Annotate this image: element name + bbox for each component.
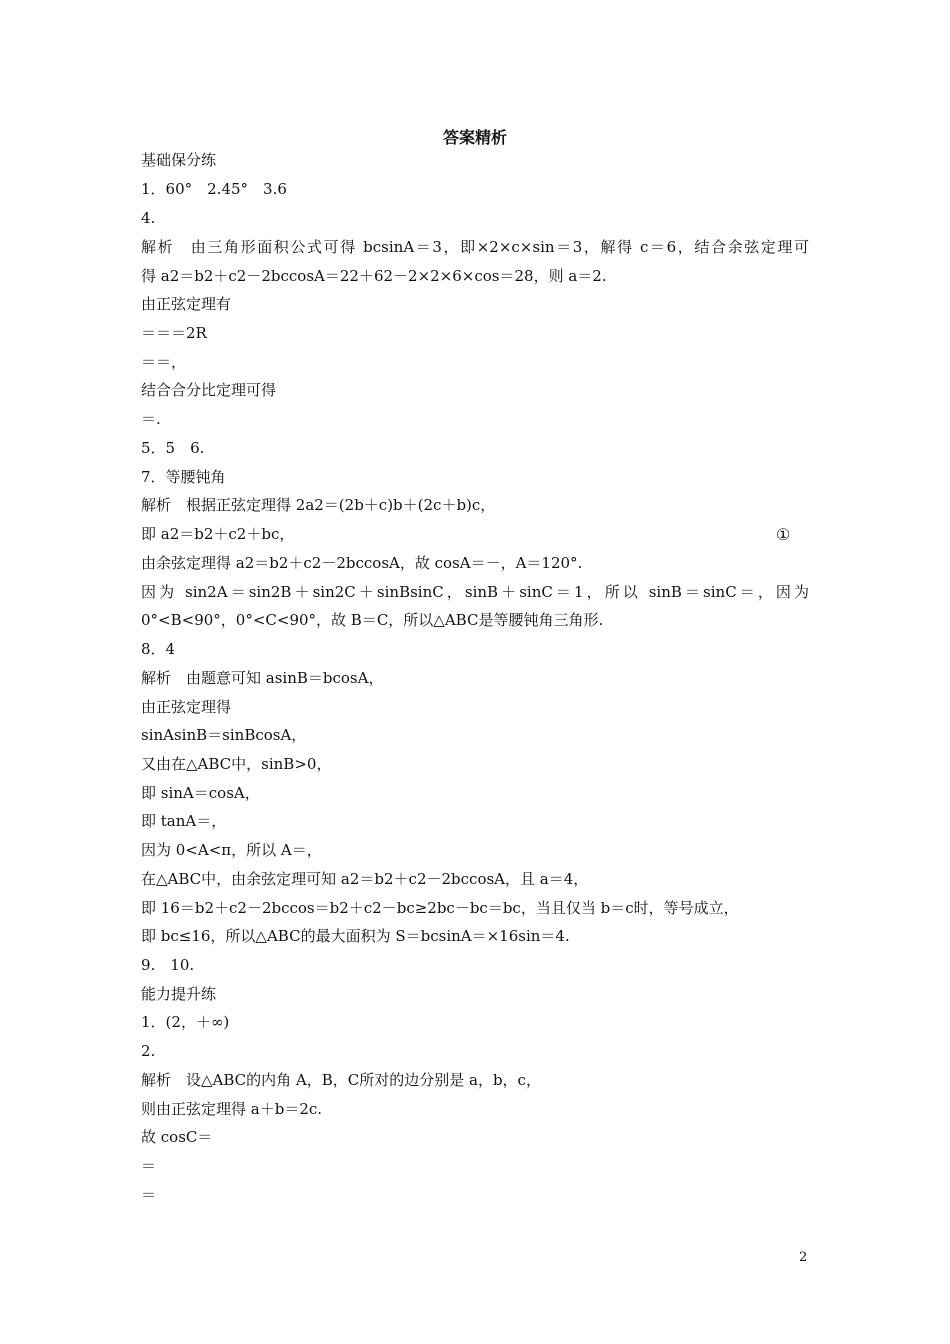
solution-line: ＝: [141, 1186, 157, 1204]
solution-line: ＝.: [141, 410, 161, 428]
solution-line: 因为 0<A<π，所以 A＝，: [141, 841, 322, 859]
section-heading-advanced: 能力提升练: [141, 985, 217, 1003]
solution-line: 即 bc≤16，所以△ABC的最大面积为 S＝bcsinA＝×16sin＝4.: [141, 927, 570, 945]
solution-line: 由余弦定理得 a2＝b2＋c2－2bccosA，故 cosA＝－，A＝120°.: [141, 554, 583, 572]
solution-line: 因为 sin2A＝sin2B＋sin2C＋sinBsinC，sinB＋sinC＝1，所以 sinB＝sinC＝，因为: [141, 583, 809, 601]
answer-line: 2.: [141, 1042, 156, 1060]
answer-line: 9. 10.: [141, 956, 195, 974]
answer-line: 4.: [141, 209, 156, 227]
page-title: 答案精析: [442, 128, 507, 147]
solution-line: 即 16＝b2＋c2－2bccos＝b2＋c2－bc≥2bc－bc＝bc，当且仅当 b＝c时，等号成立，: [141, 899, 739, 917]
solution-line: ＝＝，: [141, 353, 187, 371]
equation-marker: ①: [776, 525, 791, 544]
answer-line: 5．5 6.: [141, 439, 205, 457]
answer-line: 1．60° 2.45° 3.6: [141, 180, 287, 198]
solution-line: 故 cosC＝: [141, 1128, 213, 1146]
solution-line: 即 tanA＝，: [141, 812, 227, 830]
solution-line: 得 a2＝b2＋c2－2bccosA＝22＋62－2×2×6×cos＝28，则 a＝2.: [141, 267, 607, 285]
solution-line: 由正弦定理得: [141, 698, 232, 716]
solution-line: ＝: [141, 1157, 157, 1175]
solution-line: 即 sinA＝cosA，: [141, 784, 260, 802]
page-number: 2: [799, 1250, 808, 1265]
answer-line: 8．4: [141, 640, 176, 658]
solution-line: 又由在△ABC中，sinB>0，: [141, 755, 332, 773]
solution-line: 则由正弦定理得 a＋b＝2c.: [141, 1100, 323, 1118]
solution-line: sinAsinB＝sinBcosA，: [141, 726, 307, 744]
section-heading-basic: 基础保分练: [141, 151, 217, 169]
solution-line: 即 a2＝b2＋c2＋bc，: [141, 525, 295, 543]
solution-line: 0°<B<90°，0°<C<90°，故 B＝C，所以△ABC是等腰钝角三角形.: [141, 611, 604, 629]
answer-line: 1．(2，＋∞): [141, 1013, 230, 1031]
answer-line: 7．等腰钝角: [141, 468, 226, 486]
solution-line: 解析 由三角形面积公式可得 bcsinA＝3，即×2×c×sin＝3，解得 c＝6，结合余弦定理可: [141, 238, 809, 256]
solution-line: 解析 由题意可知 asinB＝bcosA，: [141, 669, 384, 687]
solution-line: ＝＝＝2R: [141, 324, 207, 342]
solution-line: 解析 根据正弦定理得 2a2＝(2b＋c)b＋(2c＋b)c，: [141, 496, 496, 514]
solution-line: 结合合分比定理可得: [141, 381, 277, 399]
solution-line: 在△ABC中，由余弦定理可知 a2＝b2＋c2－2bccosA，且 a＝4，: [141, 870, 589, 888]
solution-line: 由正弦定理有: [141, 295, 232, 313]
solution-line: 解析 设△ABC的内角 A，B，C所对的边分别是 a，b，c，: [141, 1071, 541, 1089]
